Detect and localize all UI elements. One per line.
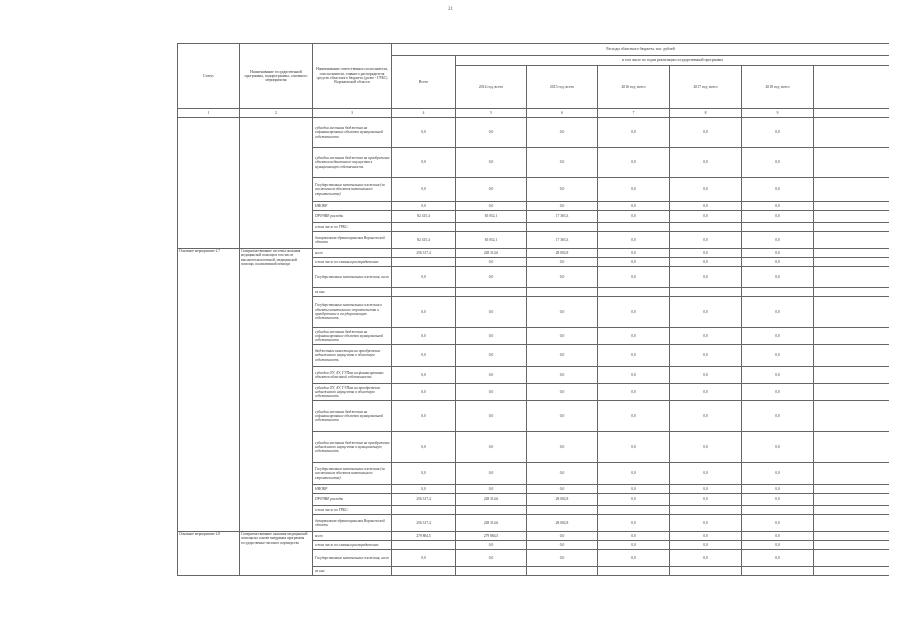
value-cell: 0,0 xyxy=(670,148,742,178)
value-cell-blank xyxy=(814,432,890,463)
value-cell: 0,0 xyxy=(456,178,527,202)
value-cell: 0,0 xyxy=(456,297,527,328)
value-cell: 17 363,3 xyxy=(527,232,598,249)
value-cell xyxy=(392,288,456,297)
value-cell: 0,0 xyxy=(456,367,527,384)
row-label: НИОКР xyxy=(313,202,392,211)
value-cell: 0,0 xyxy=(742,345,814,367)
header-executor: Наименование ответственного исполнителя, соисполнителя, главного распорядителя средств областного бюджета (далее - ГРБС) Воронежской области xyxy=(313,44,392,109)
value-cell: 82 415,4 xyxy=(392,232,456,249)
value-cell: 0,0 xyxy=(670,463,742,485)
row-label: в том числе по главным распорядителям: xyxy=(313,258,392,267)
value-cell: 0,0 xyxy=(456,550,527,567)
row-label: из них: xyxy=(313,288,392,297)
value-cell: 0,0 xyxy=(456,384,527,401)
value-cell xyxy=(392,223,456,232)
value-cell-blank xyxy=(814,211,890,223)
value-cell: 0,0 xyxy=(392,367,456,384)
value-cell: 0,0 xyxy=(392,267,456,288)
value-cell: 0,0 xyxy=(527,485,598,494)
value-cell-blank xyxy=(814,178,890,202)
value-cell: 0,0 xyxy=(598,367,670,384)
value-cell: 0,0 xyxy=(527,432,598,463)
value-cell: 0,0 xyxy=(527,401,598,432)
value-cell: 0,0 xyxy=(742,297,814,328)
value-cell: 0,0 xyxy=(392,432,456,463)
program-name-cell xyxy=(240,118,313,249)
value-cell: 0,0 xyxy=(670,494,742,506)
value-cell: 0,0 xyxy=(527,532,598,541)
value-cell xyxy=(527,506,598,515)
row-label: в том числе по ГРБС: xyxy=(313,506,392,515)
value-cell: 0,0 xyxy=(670,232,742,249)
value-cell xyxy=(392,506,456,515)
value-cell: 0,0 xyxy=(598,541,670,550)
value-cell: 0,0 xyxy=(598,148,670,178)
value-cell xyxy=(598,567,670,576)
value-cell: 0,0 xyxy=(742,211,814,223)
value-cell: 65 052,1 xyxy=(456,211,527,223)
value-cell xyxy=(670,567,742,576)
value-cell xyxy=(456,506,527,515)
value-cell: 0,0 xyxy=(670,432,742,463)
row-label: бюджетные инвестиции на приобретение недвижимого имущества в областную собственность xyxy=(313,345,392,367)
header-year: 2014 год, всего xyxy=(456,66,527,109)
header-year: 2017 год, всего xyxy=(670,66,742,109)
value-cell xyxy=(456,567,527,576)
status-cell xyxy=(178,118,240,249)
row-label: в том числе по главным распорядителям: xyxy=(313,541,392,550)
status-cell: Основное мероприятие 2.7 xyxy=(178,249,240,532)
row-label: Государственные капитальные вложения в объекты капитального строительства и приобретение в государственную собственность xyxy=(313,297,392,328)
header-status: Статус xyxy=(178,44,240,109)
column-number: 6 xyxy=(527,109,598,118)
value-cell xyxy=(392,567,456,576)
value-cell: 0,0 xyxy=(598,202,670,211)
column-number: 2 xyxy=(240,109,313,118)
value-cell: 0,0 xyxy=(392,148,456,178)
row-label: субсидии местным бюджетам на приобретение объектов недвижимого имущества в муниципальную собственность xyxy=(313,148,392,178)
value-cell: 0,0 xyxy=(742,384,814,401)
value-cell: 0,0 xyxy=(742,258,814,267)
value-cell: 0,0 xyxy=(527,384,598,401)
value-cell: 0,0 xyxy=(670,258,742,267)
value-cell: 228 314,6 xyxy=(456,494,527,506)
value-cell-blank xyxy=(814,258,890,267)
value-cell-blank xyxy=(814,550,890,567)
budget-table xyxy=(177,43,889,576)
value-cell: 256 317,4 xyxy=(392,515,456,532)
value-cell: 0,0 xyxy=(598,297,670,328)
column-number-blank xyxy=(814,109,890,118)
value-cell: 0,0 xyxy=(392,463,456,485)
value-cell xyxy=(598,506,670,515)
value-cell: 0,0 xyxy=(598,432,670,463)
row-label: из них: xyxy=(313,567,392,576)
value-cell: 0,0 xyxy=(670,249,742,258)
column-numbers-row xyxy=(178,109,890,118)
column-number: 9 xyxy=(742,109,814,118)
row-label: Государственные капитальные вложения (за исключением объектов капитального строительства) xyxy=(313,463,392,485)
value-cell-blank xyxy=(814,494,890,506)
value-cell: 0,0 xyxy=(456,328,527,345)
value-cell: 0,0 xyxy=(456,485,527,494)
value-cell: 0,0 xyxy=(598,232,670,249)
value-cell: 28 002,8 xyxy=(527,515,598,532)
value-cell: 0,0 xyxy=(527,148,598,178)
value-cell-blank xyxy=(814,148,890,178)
value-cell: 0,0 xyxy=(598,515,670,532)
row-label: субсидии местным бюджетам на софинансирование объектов муниципальной собственности xyxy=(313,328,392,345)
value-cell: 0,0 xyxy=(670,267,742,288)
value-cell xyxy=(742,288,814,297)
value-cell: 0,0 xyxy=(392,178,456,202)
value-cell: 0,0 xyxy=(527,367,598,384)
value-cell: 0,0 xyxy=(670,118,742,148)
value-cell: 0,0 xyxy=(742,202,814,211)
value-cell: 0,0 xyxy=(392,345,456,367)
value-cell: 0,0 xyxy=(742,550,814,567)
value-cell: 0,0 xyxy=(670,345,742,367)
column-number: 8 xyxy=(670,109,742,118)
value-cell-blank xyxy=(814,202,890,211)
value-cell xyxy=(527,567,598,576)
row-label: субсидии местным бюджетам на приобретение недвижимого имущества в муниципальную собственность xyxy=(313,432,392,463)
value-cell: 256 317,4 xyxy=(392,494,456,506)
value-cell: 0,0 xyxy=(598,267,670,288)
header-year-blank xyxy=(814,66,890,109)
value-cell-blank xyxy=(814,401,890,432)
value-cell-blank xyxy=(814,118,890,148)
value-cell: 0,0 xyxy=(392,384,456,401)
value-cell-blank xyxy=(814,223,890,232)
value-cell: 0,0 xyxy=(527,541,598,550)
value-cell: 0,0 xyxy=(598,258,670,267)
value-cell: 0,0 xyxy=(527,178,598,202)
value-cell: 0,0 xyxy=(670,328,742,345)
row-label: НИОКР xyxy=(313,485,392,494)
table-row xyxy=(178,532,890,541)
value-cell: 0,0 xyxy=(742,401,814,432)
value-cell: 279 884,5 xyxy=(392,532,456,541)
value-cell xyxy=(670,506,742,515)
value-cell: 0,0 xyxy=(670,515,742,532)
value-cell-blank xyxy=(814,249,890,258)
value-cell: 256 317,4 xyxy=(392,249,456,258)
value-cell-blank xyxy=(814,532,890,541)
value-cell xyxy=(456,288,527,297)
value-cell: 0,0 xyxy=(527,118,598,148)
value-cell: 0,0 xyxy=(456,541,527,550)
value-cell: 0,0 xyxy=(598,178,670,202)
value-cell: 0,0 xyxy=(456,258,527,267)
column-number: 1 xyxy=(178,109,240,118)
value-cell xyxy=(742,567,814,576)
header-year: 2015 год, всего xyxy=(527,66,598,109)
value-cell: 0,0 xyxy=(670,541,742,550)
value-cell: 0,0 xyxy=(742,267,814,288)
header-budget-group: Расходы областного бюджета, тыс. рублей xyxy=(392,44,890,56)
program-name-cell: Совершенствование системы оказания медицинской помощи в том числе высокотехнологичной, медицинской помощи, паллиативной помощи xyxy=(240,249,313,532)
value-cell: 0,0 xyxy=(527,202,598,211)
program-name-cell: Совершенствование оказания медицинской помощи на основе внедрения программы государственно-частного партнерства xyxy=(240,532,313,576)
value-cell: 28 002,8 xyxy=(527,249,598,258)
value-cell: 0,0 xyxy=(527,297,598,328)
value-cell: 0,0 xyxy=(527,258,598,267)
value-cell-blank xyxy=(814,367,890,384)
value-cell: 0,0 xyxy=(456,432,527,463)
row-label: всего xyxy=(313,249,392,258)
value-cell: 0,0 xyxy=(670,532,742,541)
value-cell: 17 363,3 xyxy=(527,211,598,223)
value-cell: 0,0 xyxy=(392,297,456,328)
value-cell xyxy=(527,223,598,232)
value-cell: 0,0 xyxy=(742,432,814,463)
value-cell: 0,0 xyxy=(742,148,814,178)
value-cell: 28 002,8 xyxy=(527,494,598,506)
value-cell: 0,0 xyxy=(392,328,456,345)
value-cell: 0,0 xyxy=(527,345,598,367)
value-cell xyxy=(392,258,456,267)
value-cell: 279 884,5 xyxy=(456,532,527,541)
value-cell: 0,0 xyxy=(670,202,742,211)
value-cell: 0,0 xyxy=(742,367,814,384)
value-cell: 82 415,4 xyxy=(392,211,456,223)
value-cell: 65 052,1 xyxy=(456,232,527,249)
value-cell: 0,0 xyxy=(392,485,456,494)
value-cell: 0,0 xyxy=(598,211,670,223)
header-year: 2018 год, всего xyxy=(742,66,814,109)
value-cell: 0,0 xyxy=(598,485,670,494)
value-cell: 0,0 xyxy=(742,249,814,258)
value-cell: 0,0 xyxy=(456,463,527,485)
table-row xyxy=(178,118,890,148)
value-cell: 0,0 xyxy=(392,202,456,211)
value-cell: 0,0 xyxy=(742,463,814,485)
value-cell: 0,0 xyxy=(670,550,742,567)
value-cell: 0,0 xyxy=(598,118,670,148)
row-label: ПРОЧИЕ расходы xyxy=(313,211,392,223)
row-label: субсидии ОУ, АУ, ГУПам на финансирование объектов областной собственности xyxy=(313,367,392,384)
value-cell-blank xyxy=(814,232,890,249)
value-cell: 0,0 xyxy=(598,401,670,432)
row-label: Государственные капитальные вложения, всего xyxy=(313,550,392,567)
header-total: Всего xyxy=(392,56,456,109)
value-cell: 0,0 xyxy=(392,550,456,567)
row-label: департамент здравоохранения Воронежской области xyxy=(313,232,392,249)
value-cell: 0,0 xyxy=(456,267,527,288)
value-cell: 0,0 xyxy=(742,494,814,506)
value-cell xyxy=(670,288,742,297)
value-cell-blank xyxy=(814,506,890,515)
value-cell-blank xyxy=(814,567,890,576)
row-label: всего xyxy=(313,532,392,541)
header-program-name: Наименование государственной программы, подпрограммы, основного мероприятия xyxy=(240,44,313,109)
column-number: 4 xyxy=(392,109,456,118)
value-cell-blank xyxy=(814,267,890,288)
page-number: 21 xyxy=(448,7,453,12)
value-cell-blank xyxy=(814,463,890,485)
value-cell: 0,0 xyxy=(742,532,814,541)
budget-table-page xyxy=(177,43,889,597)
row-label: Государственные капитальные вложения, всего xyxy=(313,267,392,288)
value-cell: 228 314,6 xyxy=(456,249,527,258)
value-cell xyxy=(742,223,814,232)
value-cell-blank xyxy=(814,515,890,532)
value-cell-blank xyxy=(814,345,890,367)
value-cell: 0,0 xyxy=(598,463,670,485)
value-cell: 0,0 xyxy=(527,328,598,345)
value-cell: 0,0 xyxy=(742,485,814,494)
value-cell: 0,0 xyxy=(527,550,598,567)
value-cell: 0,0 xyxy=(670,178,742,202)
row-label: департамент здравоохранения Воронежской области xyxy=(313,515,392,532)
value-cell-blank xyxy=(814,288,890,297)
value-cell: 0,0 xyxy=(670,367,742,384)
value-cell: 0,0 xyxy=(527,267,598,288)
value-cell: 0,0 xyxy=(598,494,670,506)
value-cell: 0,0 xyxy=(456,148,527,178)
column-number: 3 xyxy=(313,109,392,118)
column-number: 7 xyxy=(598,109,670,118)
value-cell: 0,0 xyxy=(598,550,670,567)
value-cell: 0,0 xyxy=(670,485,742,494)
value-cell: 0,0 xyxy=(742,328,814,345)
row-label: субсидии местным бюджетам на софинансирование объектов муниципальной собственности xyxy=(313,118,392,148)
value-cell xyxy=(670,223,742,232)
status-cell: Основное мероприятие 2.8 xyxy=(178,532,240,576)
header-year: 2016 год, всего xyxy=(598,66,670,109)
value-cell: 0,0 xyxy=(598,249,670,258)
header-years-group: в том числе по годам реализации государственной программы xyxy=(456,56,890,66)
table-row xyxy=(178,249,890,258)
value-cell: 0,0 xyxy=(742,541,814,550)
column-number: 5 xyxy=(456,109,527,118)
value-cell: 0,0 xyxy=(742,118,814,148)
value-cell: 0,0 xyxy=(742,232,814,249)
value-cell-blank xyxy=(814,297,890,328)
value-cell: 0,0 xyxy=(742,515,814,532)
value-cell: 0,0 xyxy=(598,328,670,345)
value-cell xyxy=(598,223,670,232)
value-cell: 0,0 xyxy=(742,178,814,202)
value-cell xyxy=(742,506,814,515)
value-cell-blank xyxy=(814,485,890,494)
value-cell: 0,0 xyxy=(456,202,527,211)
value-cell: 0,0 xyxy=(598,532,670,541)
value-cell-blank xyxy=(814,384,890,401)
value-cell: 0,0 xyxy=(392,401,456,432)
value-cell: 0,0 xyxy=(670,211,742,223)
value-cell: 0,0 xyxy=(670,401,742,432)
value-cell xyxy=(456,223,527,232)
value-cell: 0,0 xyxy=(598,384,670,401)
value-cell: 0,0 xyxy=(670,384,742,401)
value-cell: 0,0 xyxy=(456,118,527,148)
value-cell: 0,0 xyxy=(456,345,527,367)
value-cell: 0,0 xyxy=(456,401,527,432)
row-label: в том числе по ГРБС: xyxy=(313,223,392,232)
value-cell xyxy=(527,288,598,297)
value-cell-blank xyxy=(814,328,890,345)
value-cell: 228 314,6 xyxy=(456,515,527,532)
row-label: Государственные капитальные вложения (за исключением объектов капитального строительства) xyxy=(313,178,392,202)
value-cell xyxy=(598,288,670,297)
row-label: субсидии местным бюджетам на софинансирование объектов муниципальной собственности xyxy=(313,401,392,432)
row-label: ПРОЧИЕ расходы xyxy=(313,494,392,506)
value-cell xyxy=(392,541,456,550)
value-cell: 0,0 xyxy=(670,297,742,328)
row-label: субсидии ОУ, АУ, ГУПам на приобретение недвижимого имущества в областную собственность xyxy=(313,384,392,401)
value-cell-blank xyxy=(814,541,890,550)
value-cell: 0,0 xyxy=(392,118,456,148)
value-cell: 0,0 xyxy=(598,345,670,367)
value-cell: 0,0 xyxy=(527,463,598,485)
